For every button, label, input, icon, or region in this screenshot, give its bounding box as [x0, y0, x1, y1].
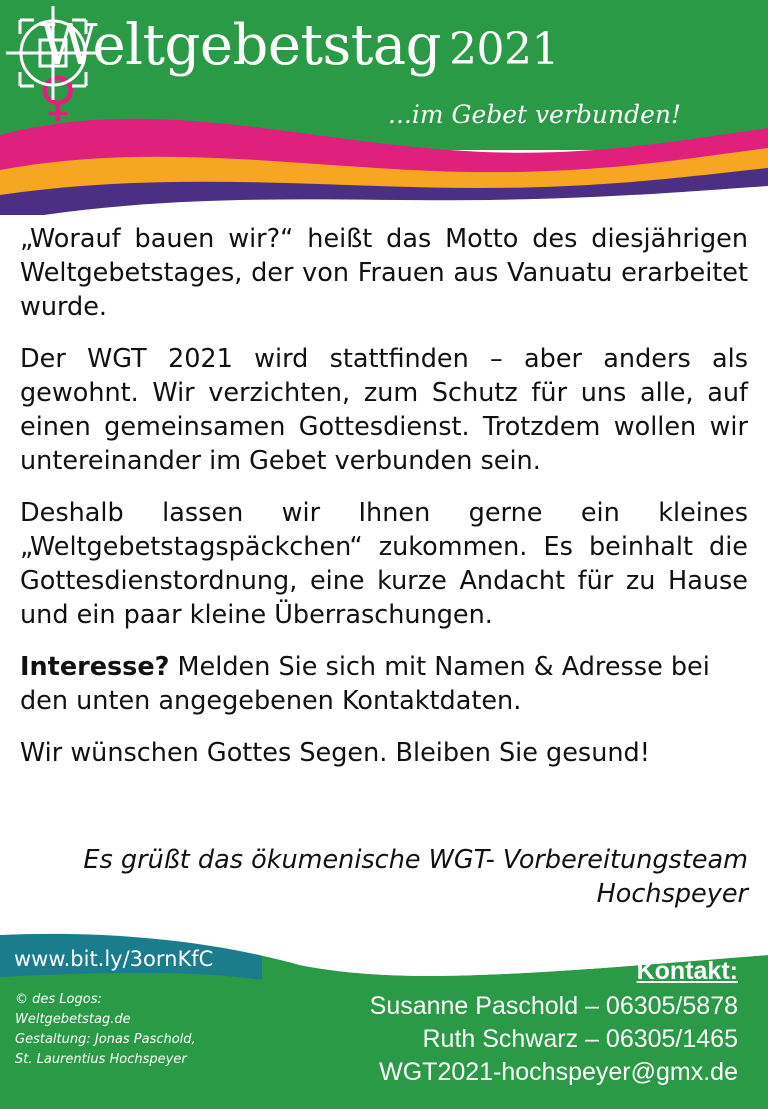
footer-banner: [0, 925, 768, 1109]
credit-line: Weltgebetstag.de: [15, 1012, 131, 1027]
venus-symbol-icon: ♀: [38, 65, 78, 128]
greeting-line-1: Es grüßt das ökumenische WGT- Vorbereitungsteam: [83, 845, 748, 875]
contact-ruth: Ruth Schwarz – 06305/1465: [422, 1025, 738, 1053]
contact-email-link[interactable]: WGT2021-hochspeyer@gmx.de: [379, 1058, 738, 1086]
greeting-line-2: Hochspeyer: [596, 879, 748, 909]
interest-label: Interesse?: [20, 652, 170, 682]
paragraph-wgt-2021: Der WGT 2021 wird stattfinden – aber anders als gewohnt. Wir verzichten, zum Schutz für uns alle, auf einen gemeinsamen Gottesdienst. Trotzdem wollen wir untereinander im Gebet verbunden sein.: [20, 344, 748, 476]
credit-line: © des Logos:: [15, 992, 102, 1007]
footer-url-link[interactable]: www.bit.ly/3ornKfC: [14, 947, 214, 971]
title-text: Weltgebetstag: [40, 13, 442, 78]
interest-text: Melden Sie sich mit Namen & Adresse bei den unten angegebenen Kontaktdaten.: [20, 652, 710, 716]
footer-credits: [15, 990, 196, 1070]
main-text: [20, 222, 748, 788]
contact-susanne: Susanne Paschold – 06305/5878: [369, 992, 738, 1020]
page-title: [40, 13, 559, 78]
wgt-cross-logo-icon: [0, 0, 106, 106]
paragraph-motto: „Worauf bauen wir?“ heißt das Motto des diesjährigen Weltgebetstages, der von Frauen aus Vanuatu erarbeitet wurde.: [20, 224, 748, 322]
title-year: 2021: [449, 24, 559, 75]
paragraph-package: Deshalb lassen wir Ihnen gerne ein kleines „Weltgebetstagspäckchen“ zukommen. Es beinhalt die Gottesdienstordnung, eine kurze Andacht für zu Hause und ein paar kleine Überraschungen.: [20, 498, 748, 630]
greeting: [20, 843, 748, 911]
header-banner: [0, 0, 768, 215]
contact-block: [370, 957, 738, 1089]
contact-label: Kontakt:: [636, 957, 738, 985]
paragraph-blessing: Wir wünschen Gottes Segen. Bleiben Sie gesund!: [20, 738, 650, 768]
credit-line: Gestaltung: Jonas Paschold,: [15, 1032, 196, 1047]
page-subtitle: ...im Gebet verbunden!: [388, 100, 682, 129]
credit-line: St. Laurentius Hochspeyer: [15, 1052, 187, 1067]
paragraph-interest: [20, 650, 748, 718]
